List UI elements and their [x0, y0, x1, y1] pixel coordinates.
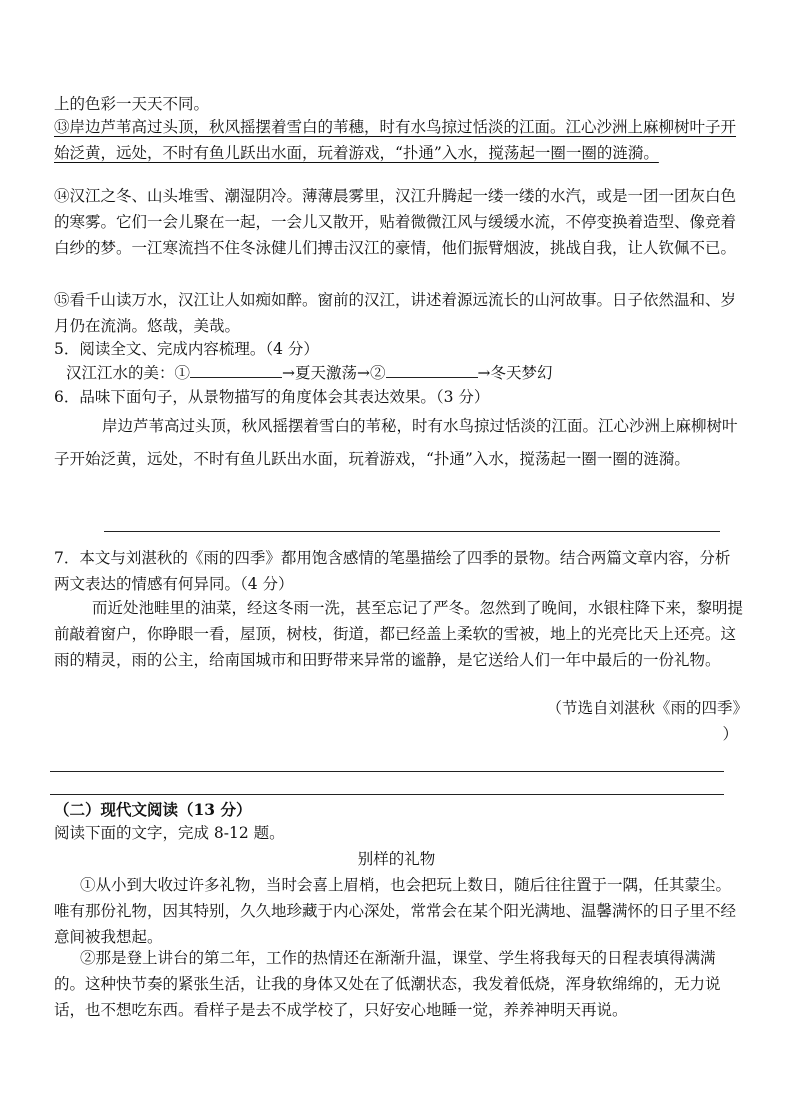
article-paragraph-2: ②那是登上讲台的第二年，工作的热情还在渐渐升温，课堂、学生将我每天的日程表填得满满的。这种快节奏的紧张生活，让我的身体又处在了低潮状态，我发着低烧，浑身软绵绵的，无力说话，也不想吃东西。看样子是去不成学校了，只好安心地睡一觉，养养神明天再说。	[54, 949, 721, 1019]
section-heading: （二）现代文阅读（13 分）	[54, 800, 252, 819]
question-6-stem: 6．品味下面句子，从景物描写的角度体会其表达效果。（3 分）	[54, 388, 490, 406]
paragraph-14: ⑭汉江之冬、山头堆雪、潮湿阴冷。薄薄晨雾里，汉江升腾起一缕一缕的水汽，或是一团一团灰白色的寒雾。它们一会儿聚在一起，一会儿又散开，贴着微微江风与缓缓水流，不停变换着造型、像竞着白纱的梦。一江寒流挡不住冬泳健儿们搏击汉江的豪情，他们振臂烟波，挑战自我，让人钦佩不已。	[54, 187, 737, 257]
answer-blank-1[interactable]	[190, 361, 282, 378]
answer-line-q7-1[interactable]	[50, 771, 724, 772]
quote-source: （节选自刘湛秋《雨的四季》	[546, 699, 748, 717]
paragraph-continuation: 上的色彩一天天不同。	[54, 95, 210, 113]
question-5-line	[66, 360, 756, 386]
answer-line-q6[interactable]	[104, 531, 720, 532]
q5-arrow-1: →夏天激荡→②	[282, 364, 386, 382]
article-title: 别样的礼物	[357, 850, 436, 868]
article-paragraph-1: ①从小到大收过许多礼物，当时会喜上眉梢，也会把玩上数日，随后往往置于一隅，任其蒙尘。唯有那份礼物，因其特别，久久地珍藏于内心深处，常常会在某个阳光满地、温馨满怀的日子里不经意间被我想起。	[54, 876, 737, 946]
question-6-quote: 岸边芦苇高过头顶，秋风摇摆着雪白的苇秘，时有水鸟掠过恬淡的江面。江心沙洲上麻柳树叶子开始泛黄，远处，不时有鱼儿跃出水面，玩着游戏，“扑通”入水，搅荡起一圈一圈的涟漪。	[54, 417, 738, 468]
section-instruction: 阅读下面的文字，完成 8-12 题。	[54, 824, 285, 842]
answer-line-q7-2[interactable]	[50, 794, 724, 795]
paragraph-15: ⑮看千山读万水，汉江让人如痴如醉。窗前的汉江，讲述着源远流长的山河故事。日子依然温和、岁月仍在流淌。悠哉，美哉。	[54, 291, 737, 335]
quote-source-close: ）	[722, 725, 738, 743]
q5-prefix: 汉江江水的美：①	[66, 364, 191, 382]
paragraph-13: ⑬岸边芦苇高过头顶，秋风摇摆着雪白的苇穗，时有水鸟掠过恬淡的江面。江心沙洲上麻柳树叶子开始泛黄，远处，不时有鱼儿跃出水面，玩着游戏，“扑通”入水，搅荡起一圈一圈的涟漪。	[54, 118, 737, 162]
question-7-stem: 7．本文与刘湛秋的《雨的四季》都用饱含感情的笔墨描绘了四季的景物。结合两篇文章内容，分析两文表达的情感有何异同。（4 分）	[54, 549, 731, 593]
q5-arrow-2: →冬天梦幻	[477, 364, 553, 382]
question-7-quote: 而近处池畦里的油菜，经这冬雨一洗，甚至忘记了严冬。忽然到了晚间，水银柱降下来，黎明提前敲着窗户，你睁眼一看，屋顶，树枝，街道，都已经盖上柔软的雪被，地上的光亮比天上还亮。这雨的精灵，雨的公主，给南国城市和田野带来异常的谧静，是它送给人们一年中最后的一份礼物。	[54, 599, 744, 669]
answer-blank-2[interactable]	[386, 361, 478, 378]
question-5-stem: 5．阅读全文、完成内容梳理。（4 分）	[54, 340, 319, 358]
